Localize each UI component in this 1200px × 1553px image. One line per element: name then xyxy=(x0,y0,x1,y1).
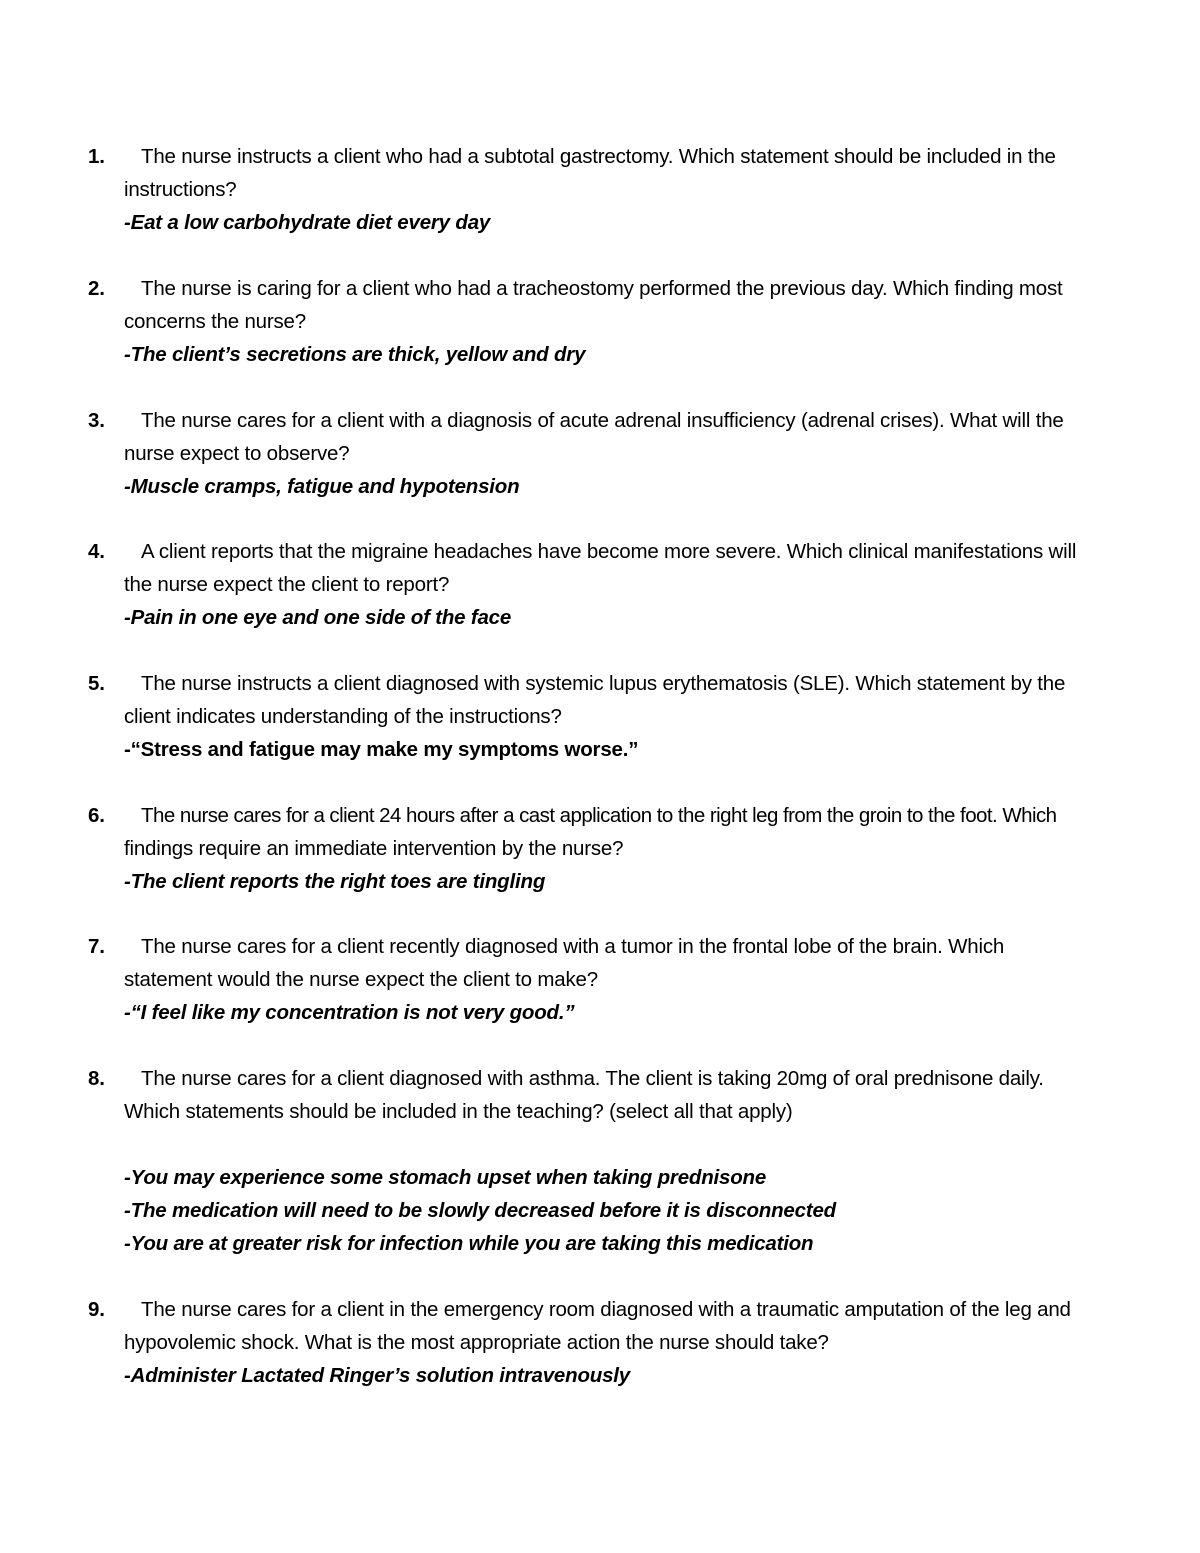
question-text: The nurse cares for a client with a diagnosis of acute adrenal insufficiency (adrenal crises). What will the xyxy=(141,409,1064,432)
question-text: The nurse cares for a client in the emergency room diagnosed with a traumatic amputation of the leg and xyxy=(141,1298,1071,1321)
question-number: 5. xyxy=(88,672,105,695)
answer-text: -Administer Lactated Ringer’s solution intravenously xyxy=(124,1364,630,1387)
answer-text: -Eat a low carbohydrate diet every day xyxy=(124,211,491,234)
question-text: The nurse instructs a client diagnosed with systemic lupus erythematosis (SLE). Which statement by the xyxy=(141,672,1066,695)
answer-text: -You may experience some stomach upset when taking prednisone xyxy=(124,1166,767,1189)
answer-text: -Pain in one eye and one side of the face xyxy=(124,606,512,629)
question-text: The nurse cares for a client diagnosed with asthma. The client is taking 20mg of oral prednisone daily. xyxy=(141,1067,1044,1090)
answer-text: -Muscle cramps, fatigue and hypotension xyxy=(124,475,520,498)
question-text: The nurse cares for a client recently diagnosed with a tumor in the frontal lobe of the brain. Which xyxy=(141,935,1005,958)
question-number: 8. xyxy=(88,1067,105,1090)
question-text: the nurse expect the client to report? xyxy=(124,573,450,596)
answer-text: -The client’s secretions are thick, yellow and dry xyxy=(124,343,586,366)
question-number: 2. xyxy=(88,277,105,300)
question-number: 9. xyxy=(88,1298,105,1321)
question-text: nurse expect to observe? xyxy=(124,442,350,465)
answer-text: -You are at greater risk for infection while you are taking this medication xyxy=(124,1232,814,1255)
question-text: The nurse is caring for a client who had a tracheostomy performed the previous day. Which finding most xyxy=(141,277,1063,300)
question-text: statement would the nurse expect the client to make? xyxy=(124,968,598,991)
question-text: A client reports that the migraine headaches have become more severe. Which clinical manifestations will xyxy=(141,540,1077,563)
question-text: The nurse instructs a client who had a subtotal gastrectomy. Which statement should be included in the xyxy=(141,145,1056,168)
question-text: client indicates understanding of the instructions? xyxy=(124,705,562,728)
question-text: Which statements should be included in the teaching? (select all that apply) xyxy=(124,1100,793,1123)
answer-text: -“Stress and fatigue may make my symptoms worse.” xyxy=(124,738,639,761)
question-number: 1. xyxy=(88,145,105,168)
answer-text: -“I feel like my concentration is not very good.” xyxy=(124,1001,575,1024)
question-text: instructions? xyxy=(124,178,237,201)
question-text: findings require an immediate intervention by the nurse? xyxy=(124,837,624,860)
question-text: hypovolemic shock. What is the most appropriate action the nurse should take? xyxy=(124,1331,829,1354)
question-text: concerns the nurse? xyxy=(124,310,306,333)
question-number: 7. xyxy=(88,935,105,958)
answer-text: -The client reports the right toes are tingling xyxy=(124,870,546,893)
question-text: The nurse cares for a client 24 hours after a cast application to the right leg from the groin to the foot. Which xyxy=(141,804,1057,827)
question-number: 6. xyxy=(88,804,105,827)
answer-text: -The medication will need to be slowly decreased before it is disconnected xyxy=(124,1199,836,1222)
question-number: 3. xyxy=(88,409,105,432)
question-number: 4. xyxy=(88,540,105,563)
